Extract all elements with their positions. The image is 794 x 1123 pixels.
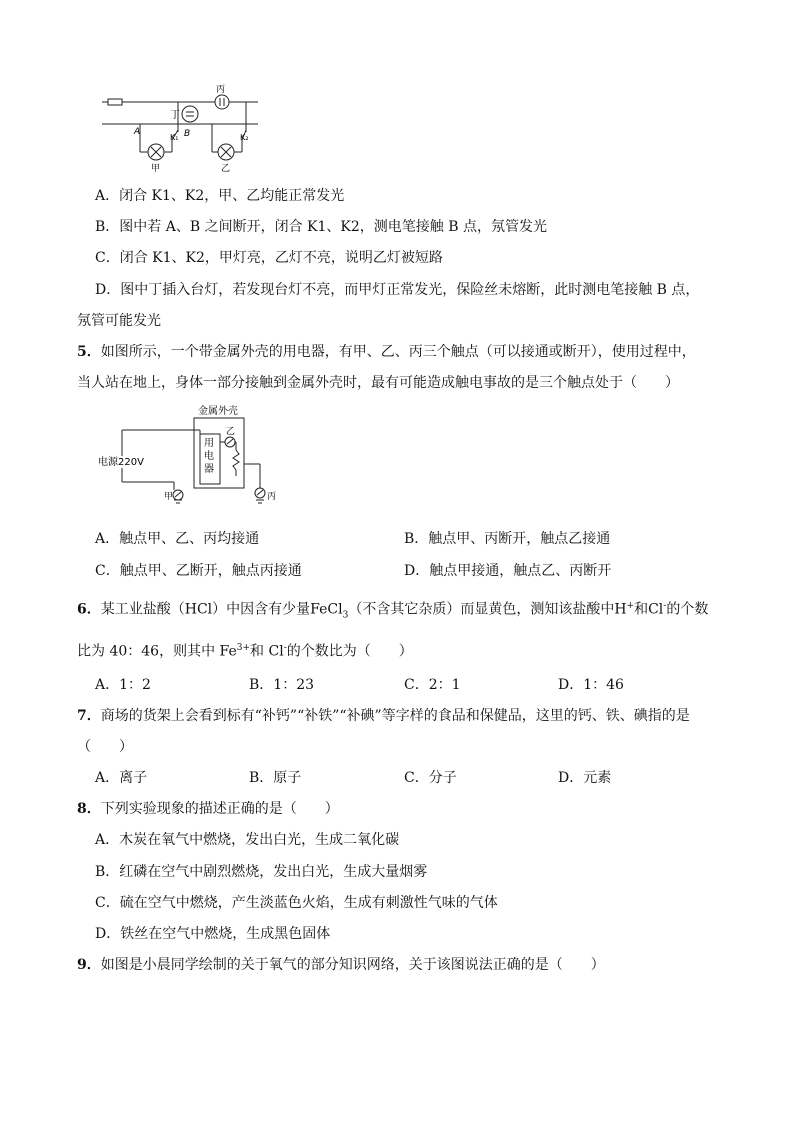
q6-cl-sup: - [663,601,667,611]
label-ding: 丁 [170,110,180,121]
q4-option-d-line1: D．图中丁插入台灯，若发现台灯不亮，而甲灯正常发光，保险丝未熔断，此时测电笔接触 B 点， [95,282,700,298]
q6-text-e: 和 Cl [250,643,284,660]
q4-option-d-line2: 氖管可能发光 [77,313,161,329]
q5-number: 5． [77,344,101,360]
q6-cl2-sup: - [283,643,287,653]
q5-option-d: D．触点甲接通，触点乙、丙断开 [404,563,612,579]
q7-number: 7． [77,708,101,724]
q6-h-sup: + [626,601,635,611]
q5-stem-line2: 当人站在地上，身体一部分接触到金属外壳时，最有可能造成触电事故的是三个触点处于（ ） [77,375,679,391]
q9-stem [77,955,605,975]
label-bing-contact: 丙 [267,492,277,502]
q4-option-a: A．闭合 K1、K2，甲、乙均能正常发光 [95,188,345,204]
q7-option-a: A．离子 [95,770,148,786]
q6-text-c: 的个数 [666,601,709,618]
q8-option-c: C．硫在空气中燃烧，产生淡蓝色火焰，生成有刺激性气味的气体 [95,895,498,911]
q6-text-a: 某工业盐酸（HCl）中因含有少量 [100,601,311,618]
q5-text-1: 如图所示，一个带金属外壳的用电器，有甲、乙、丙三个触点（可以接通或断开），使用过程中， [100,344,696,360]
q6-option-c: C．2：1 [404,677,461,693]
label-K1: K₁ [170,133,179,142]
circuit-figure-q4 [100,82,260,174]
q6-cl: Cl [648,601,664,618]
label-power: 电源220V [98,457,144,468]
label-jia-contact: 甲 [164,492,174,502]
q6-fe-sup: 3+ [236,643,251,653]
q5-stem-line1 [77,342,696,362]
q8-option-b: B．红磷在空气中剧烈燃烧，发出白光，生成大量烟雾 [95,864,428,880]
q7-option-d: D．元素 [558,770,612,786]
q8-number: 8． [77,801,101,817]
circuit-figure-q5 [96,402,296,508]
q8-option-a: A．木炭在氧气中燃烧，发出白光，生成二氧化碳 [95,832,400,848]
label-appliance-3: 器 [204,464,214,475]
q6-option-d: D．1：46 [558,677,624,693]
q6-stem-line1 [77,596,708,625]
q7-stem-line2: （ ） [77,739,133,755]
q6-text-b: （不含其它杂质）而显黄色，测知该盐酸中 [348,601,615,618]
q7-stem-line1 [77,706,690,726]
q7-text-1: 商场的货架上会看到标有“补钙”“补铁”“补碘”等字样的食品和保健品，这里的钙、铁、碘指的是 [100,708,690,724]
label-B: B [184,129,191,139]
q5-option-c: C．触点甲、乙断开，触点丙接通 [95,563,302,579]
label-bing: 丙 [216,85,226,95]
q6-fecl: FeCl [310,601,343,618]
label-A: A [134,127,141,137]
q7-option-b: B．原子 [249,770,302,786]
label-jia: 甲 [151,164,161,174]
label-K2: K₂ [240,133,249,142]
label-appliance-1: 用 [204,438,214,449]
q6-text-f: 的个数比为（ ） [286,643,413,660]
q6-fecl-sub: 3 [342,610,349,621]
q8-text: 下列实验现象的描述正确的是（ ） [100,801,339,817]
q6-h: H [614,601,627,618]
label-metal-case: 金属外壳 [198,406,238,417]
q5-option-a: A．触点甲、乙、丙均接通 [95,531,260,547]
q4-option-b: B．图中若 A、B 之间断开，闭合 K1、K2，测电笔接触 B 点，氖管发光 [95,219,547,235]
label-appliance-2: 电 [204,451,214,462]
q6-number: 6． [77,601,101,618]
q9-number: 9． [77,957,101,973]
q8-option-d: D．铁丝在空气中燃烧，生成黑色固体 [95,926,331,942]
q5-option-b: B．触点甲、丙断开，触点乙接通 [404,531,611,547]
q6-stem-line2 [77,638,413,662]
q4-option-c: C．闭合 K1、K2，甲灯亮，乙灯不亮，说明乙灯被短路 [95,250,443,266]
q6-option-a: A．1：2 [95,677,151,693]
label-yi: 乙 [221,164,231,174]
label-yi-contact: 乙 [226,427,236,437]
q6-text-d: 比为 40：46，则其中 Fe [77,643,237,660]
q8-stem [77,799,339,819]
q6-he: 和 [634,601,649,618]
q7-option-c: C．分子 [404,770,457,786]
q6-option-b: B．1：23 [249,677,315,693]
q9-text: 如图是小晨同学绘制的关于氧气的部分知识网络，关于该图说法正确的是（ ） [100,957,605,973]
